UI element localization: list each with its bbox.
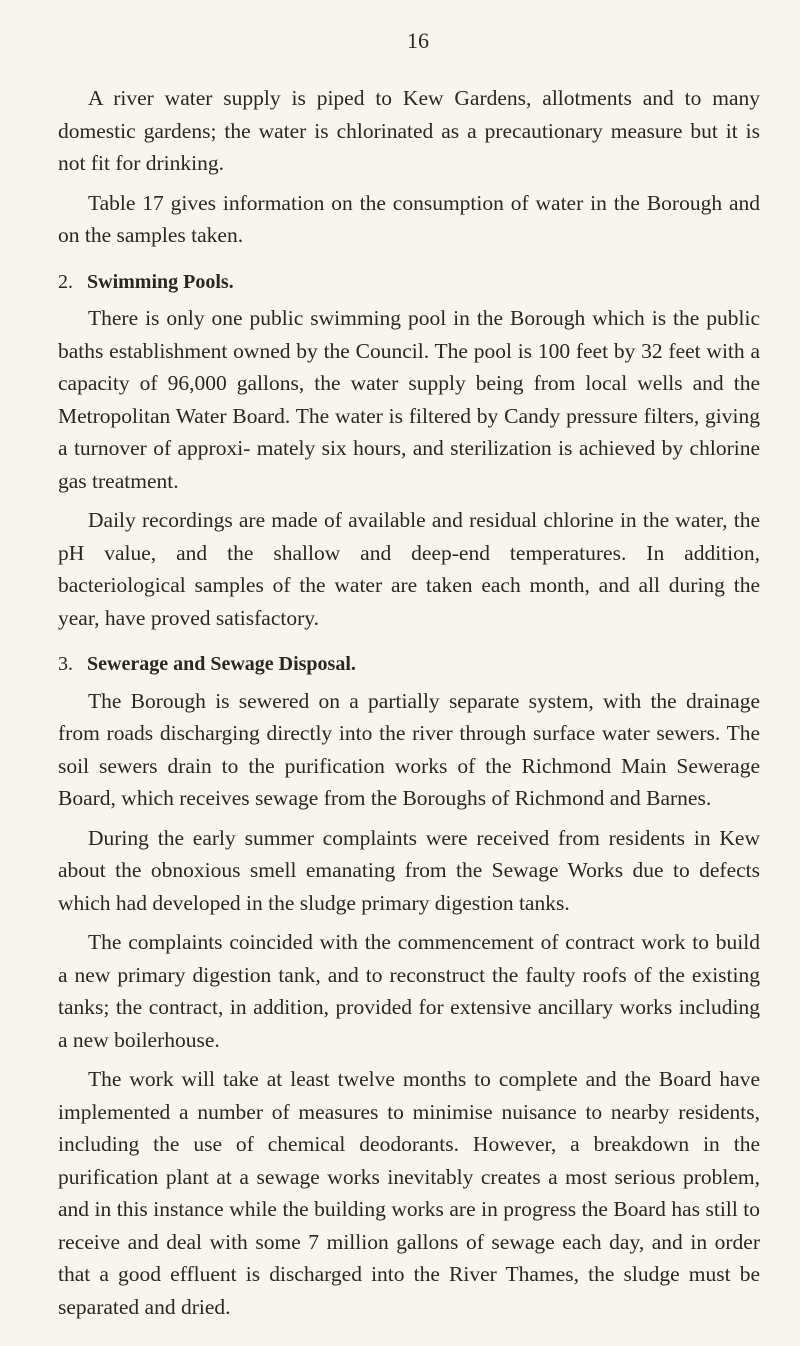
- swimming-pools-paragraph-2: Daily recordings are made of available and residual chlorine in the water, the pH value, and the shallow and deep-end temperatures. In addition, bacteriological samples of the water are taken each month, and all during the year, have proved satisfactory.: [58, 508, 760, 630]
- section-number: 2.: [58, 270, 73, 293]
- page-number: 16: [407, 28, 429, 53]
- intro-paragraph-table-17: Table 17 gives information on the consumption of water in the Borough and on the samples taken.: [58, 190, 760, 247]
- intro-paragraph-river-water: A river water supply is piped to Kew Gardens, allotments and to many domestic gardens; the water is chlorinated as a precautionary measure but it is not fit for drinking.: [58, 86, 760, 175]
- section-title: Swimming Pools.: [87, 270, 234, 293]
- swimming-pools-paragraph-1: There is only one public swimming pool in the Borough which is the public baths establishment owned by the Council. The pool is 100 feet by 32 feet with a capacity of 96,000 gallons, the water supply being from local wells and the Metropolitan Water Board. The water is filtered by Candy pressure filters, giving a turnover of approxi- mately six hours, and sterilization is achieved by chlorine gas treatment.: [58, 306, 760, 493]
- section-heading-swimming-pools: [58, 266, 760, 299]
- section-title: Sewerage and Sewage Disposal.: [87, 653, 356, 675]
- sewerage-paragraph-4: The work will take at least twelve months to complete and the Board have implemented a number of measures to minimise nuisance to nearby residents, including the use of chemical deodorants. However, a breakdown in the purification plant at a sewage works inevitably creates a most serious problem, and in this instance while the building works are in progress the Board has still to receive and deal with some 7 million gallons of sewage each day, and in order that a good effluent is discharged into the River Thames, the sludge must be separated and dried.: [58, 1067, 760, 1319]
- sewerage-paragraph-1: The Borough is sewered on a partially separate system, with the drainage from roads discharging directly into the river through surface water sewers. The soil sewers drain to the purification works of the Richmond Main Sewerage Board, which receives sewage from the Boroughs of Richmond and Barnes.: [58, 688, 760, 810]
- sewerage-paragraph-2: During the early summer complaints were received from residents in Kew about the obnoxious smell emanating from the Sewage Works due to defects which had developed in the sludge primary digestion tanks.: [58, 825, 760, 915]
- section-number: 3.: [58, 653, 73, 675]
- sewerage-paragraph-3: The complaints coincided with the commencement of contract work to build a new primary digestion tank, and to reconstruct the faulty roofs of the existing tanks; the contract, in addition, provided for extensive ancillary works including a new boilerhouse.: [58, 930, 760, 1052]
- section-heading-sewerage: [58, 648, 760, 681]
